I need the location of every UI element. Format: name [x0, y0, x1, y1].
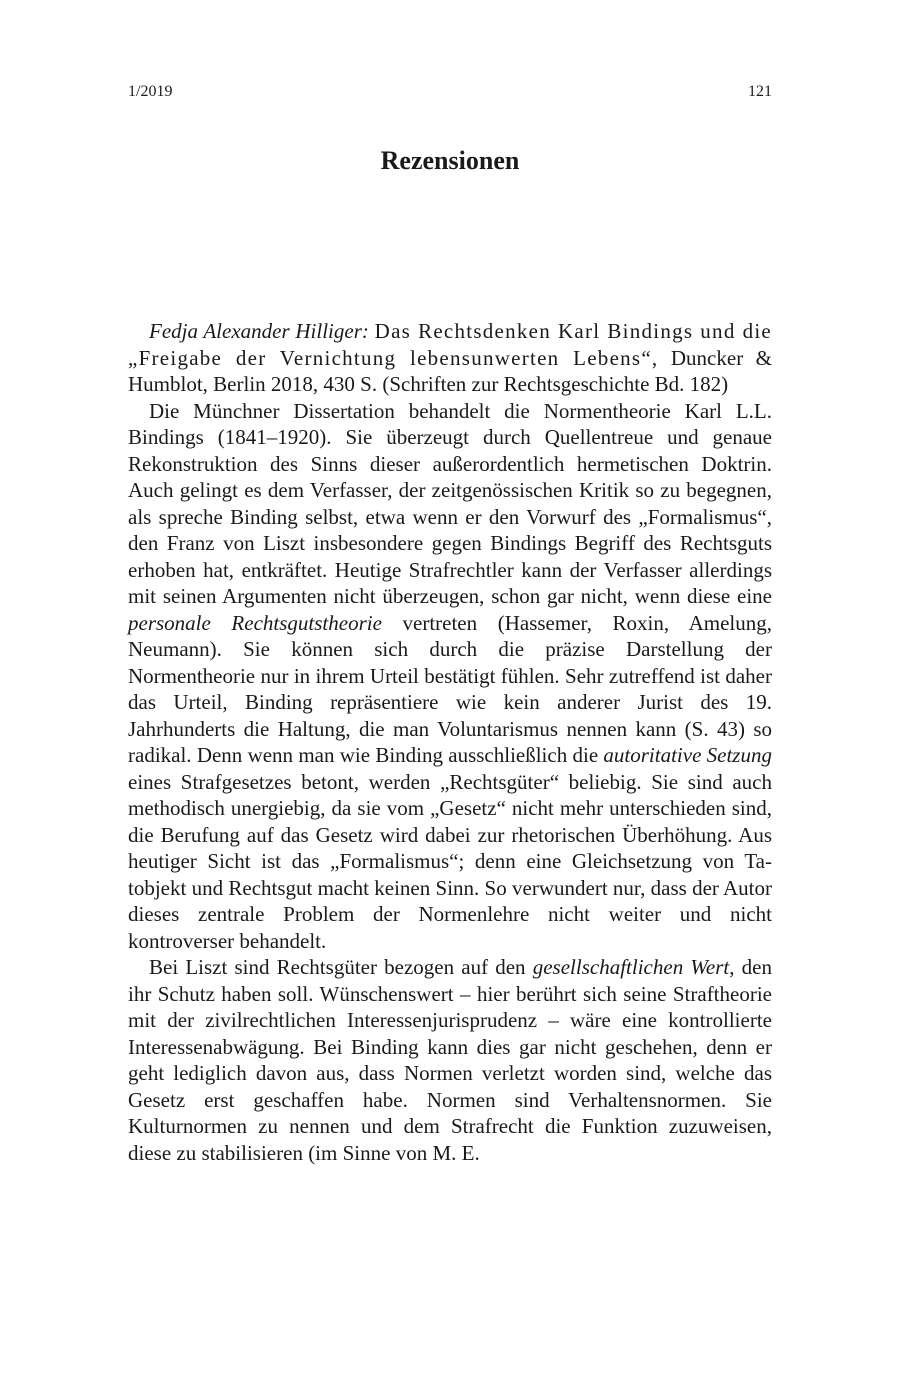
publication-details: Duncker & Humblot, Berlin 2018, 430 S. (Schriften zur Rechtsgeschichte Bd. 182): [128, 345, 772, 396]
paragraph-2: [128, 954, 772, 1166]
review-citation: [128, 318, 772, 398]
paragraph-2-text-a: Bei Liszt sind Rechtsgüter bezogen auf den: [149, 955, 533, 979]
running-head: [128, 80, 772, 104]
reviewed-author: Fedja Alexander Hilliger:: [149, 319, 369, 343]
reviewed-title: Das Rechtsdenken Karl Bindings und die „Freigabe der Vernichtung lebensunwerten Lebens“,: [128, 319, 773, 370]
paragraph-2-text-b: , den ihr Schutz haben soll. Wünschenswert – hier berührt sich seine Straftheorie mit der zivilrechtlichen Interessenjurisprudenz – wäre eine kontrollierte Interessenabwägung. Bei Binding kann dies gar nicht geschehen, denn er geht lediglich davon aus, dass Normen verletzt worden sind, welche das Gesetz erst geschaffen habe. Normen sind Verhaltensnormen. Sie Kulturnormen zu nennen und dem Strafrecht die Funktion zuzuweisen, diese zu stabilisieren (im Sinne von M. E.: [128, 955, 772, 1165]
paragraph-2-emphasis-a: gesellschaftlichen Wert: [532, 955, 730, 979]
section-title: Rezensionen: [380, 146, 520, 175]
page-number: 121: [748, 83, 772, 100]
paragraph-1-text-b: vertreten (Hassemer, Roxin, Amelung, Neumann). Sie können sich durch die präzise Darstellung der Normentheorie nur in ihrem Urteil bestätigt fühlen. Sehr zutreffend ist daher das Urteil, Binding repräsentiere wie kein anderer Jurist des 19. Jahrhunderts die Haltung, die man Voluntarismus nennen kann (S. 43) so radikal. Denn wenn man wie Binding ausschließlich die: [128, 610, 772, 767]
paragraph-1-text-c: eines Strafgesetzes betont, werden „Rechtsgüter“ beliebig. Sie sind auch methodisch unergiebig, da sie vom „Gesetz“ nicht mehr unterschieden sind, die Berufung auf das Gesetz wird dabei zur rhetorischen Überhöhung. Aus heutiger Sicht ist das „Formalismus“; denn eine Gleichsetzung von Tatobjekt und Rechtsgut macht keinen Sinn. So verwundert nur, dass der Autor dieses zentrale Problem der Normenlehre nicht weiter und nicht kontroverser behandelt.: [128, 769, 772, 953]
paragraph-1-emphasis-b: autoritative Setzung: [603, 743, 772, 767]
paragraph-1-text-a: Die Münchner Dissertation behandelt die Normentheorie Karl L.L. Bindings (1841–1920). Sie überzeugt durch Quellentreue und genaue Rekonstruktion des Sinns dieser außerordentlich hermetischen Doktrin. Auch gelingt es dem Verfasser, der zeitgenössischen Kritik so zu begegnen, als spreche Binding selbst, etwa wenn er den Vorwurf des „Formalismus“, den Franz von Liszt insbesondere gegen Bindings Begriff des Rechtsguts erhoben hat, entkräftet. Heutige Strafrechtler kann der Verfasser allerdings mit seinen Argumenten nicht überzeugen, schon gar nicht, wenn diese eine: [128, 398, 772, 608]
paragraph-1-emphasis-a: personale Rechtsgutstheorie: [128, 610, 382, 635]
paragraph-1: [128, 398, 772, 955]
review-body: [128, 318, 772, 1166]
issue-number: 1/2019: [128, 83, 173, 100]
